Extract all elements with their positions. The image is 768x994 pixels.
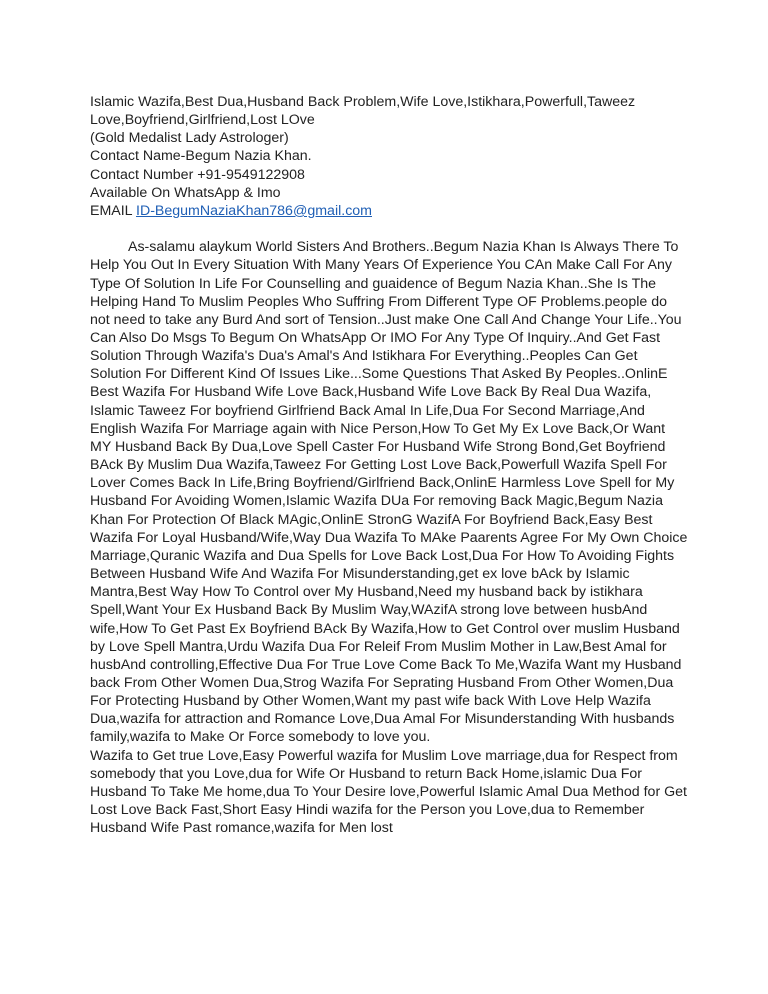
email-link[interactable]: ID-BegumNaziaKhan786@gmail.com: [136, 202, 372, 219]
availability-line: Available On WhatsApp & Imo: [90, 184, 281, 201]
email-label: EMAIL: [90, 202, 136, 219]
document-content: [90, 93, 690, 837]
body-paragraph-2-text: Wazifa to Get true Love,Easy Powerful wazifa for Muslim Love marriage,dua for Respect from somebody that you Love,dua for Wife Or Husband to return Back Home,islamic Dua For Husband To Take Me home,dua To Your Desire love,Powerful Islamic Amal Dua Method for Get Lost Love Back Fast,Short Easy Hindi wazifa for the Person you Love,dua to Remember Husband Wife Past romance,wazifa for Men lost: [90, 747, 687, 837]
contact-name: Contact Name-Begum Nazia Khan.: [90, 148, 312, 165]
body-paragraph-1: [90, 238, 690, 746]
title-line-2: Love,Boyfriend,Girlfriend,Lost LOve: [90, 112, 315, 129]
subtitle-line: (Gold Medalist Lady Astrologer): [90, 130, 289, 147]
body-paragraph-2: [90, 747, 690, 838]
title-line-1: Islamic Wazifa,Best Dua,Husband Back Problem,Wife Love,Istikhara,Powerfull,Taweez: [90, 94, 636, 110]
contact-number: Contact Number +91-9549122908: [90, 166, 305, 183]
email-line: [90, 202, 690, 220]
body-paragraph-1-text: As-salamu alaykum World Sisters And Brothers..Begum Nazia Khan Is Always There To Help You Out In Every Situation With Many Years Of Experience You CAn Make Call For Any Type Of Solution In Life For Counselling and guaidence of Begum Nazia Khan..She Is The Helping Hand To Muslim Peoples Who Suffring From Different Type OF Problems.people do not need to take any Burd And sort of Tension..Just make One Call And Change Your Life..You Can Also Do Msgs To Begum On WhatsApp Or IMO For Any Type Of Inquiry..And Get Fast Solution Through Wazifa's Dua's Amal's And Istikhara For Everything..Peoples Can Get Solution For Different Kind Of Issues Like...Some Questions That Asked By Peoples..OnlinE Best Wazifa For Husband Wife Love Back,Husband Wife Love Back By Real Dua Wazifa, Islamic Taweez For boyfriend Girlfriend Back Amal In Life,Dua For Second Marriage,And English Wazifa For Marriage again with Nice Person,How To Get My Ex Love Back,Or Want MY Husband Back By Dua,Love Spell Caster For Husband Wife Strong Bond,Get Boyfriend BAck By Muslim Dua Wazifa,Taweez For Getting Lost Love Back,Powerfull Wazifa Spell For Lover Comes Back In Life,Bring Boyfriend/Girlfriend Back,OnlinE Harmless Love Spell for My Husband For Avoiding Women,Islamic Wazifa DUa For removing Back Magic,Begum Nazia Khan For Protection Of Black MAgic,OnlinE StronG WazifA For Boyfriend Back,Easy Best Wazifa For Loyal Husband/Wife,Way Dua Wazifa To MAke Paarents Agree For My Own Choice Marriage,Quranic Wazifa and Dua Spells for Love Back Lost,Dua For How To Avoiding Fights Between Husband Wife And Wazifa For Misunderstanding,get ex love bAck by Islamic Mantra,Best Way How To Control over My Husband,Need my husband back by istikhara Spell,Want Your Ex Husband Back By Muslim Way,WAzifA strong love between husbAnd wife,How To Get Past Ex Boyfriend BAck By Wazifa,How to Get Control over muslim Husband by Love Spell Mantra,Urdu Wazifa Dua For Releif From Muslim Mother in Law,Best Amal for husbAnd controlling,Effective Dua For True Love Come Back To Me,Wazifa Want my Husband back From Other Women Dua,Strog Wazifa For Seprating Husband From Other Women,Dua For Protecting Husband by Other Women,Want my past wife back With Love Help Wazifa Dua,wazifa for attraction and Romance Love,Dua Amal For Misunderstanding With husbands family,wazifa to Make Or Force somebody to love you.: [90, 239, 688, 746]
paragraph-spacer: [90, 220, 690, 238]
